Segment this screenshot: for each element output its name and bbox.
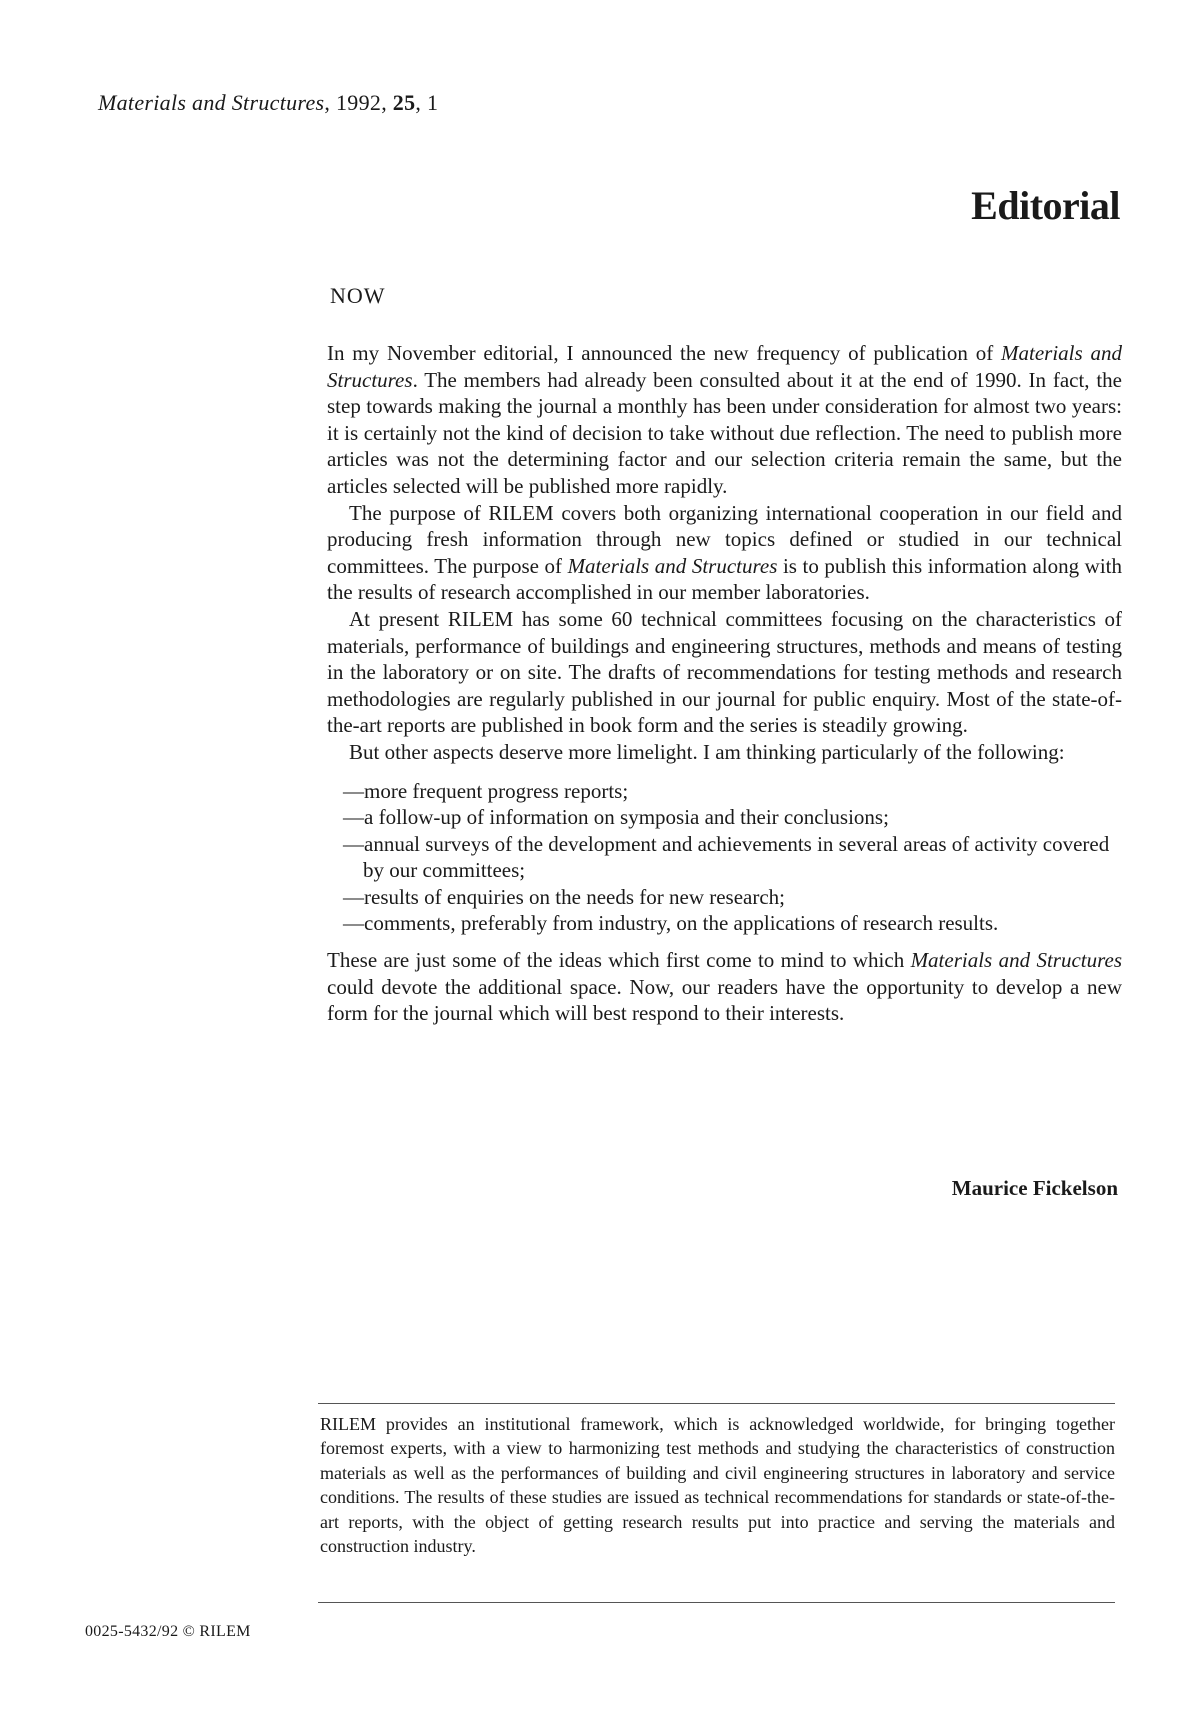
list-item: —more frequent progress reports; — [343, 778, 629, 803]
list-item: —a follow-up of information on symposia and their conclusions; — [343, 805, 889, 830]
rilem-description: RILEM provides an institutional framework, which is acknowledged worldwide, for bringing together foremost experts, with a view to harmonizing test methods and studying the characteristics of construction materials as well as the performances of building and civil engineering structures in laboratory and service conditions. The results of these studies are issued as technical recommendations for standards or state-of-the-art reports, with the object of getting research results put into practice and serving the materials and construction industry. — [320, 1414, 1115, 1557]
journal-volume: 25 — [392, 90, 416, 115]
journal-year: 1992 — [335, 90, 382, 115]
paragraph-1: In my November editorial, I announced the new frequency of publication of Materials and Structures. The members had already been consulted about it at the end of 1990. In fact, the step towards making the journal a monthly has been under consideration for almost two years: it is certainly not the kind of decision to take without due reflection. The need to publish more articles was not the determining factor and our selection criteria remain the same, but the articles selected will be published more rapidly. — [327, 341, 1122, 498]
running-header: Materials and Structures, 1992, 25, 1 — [98, 90, 439, 115]
paragraph-4: But other aspects deserve more limelight. I am thinking particularly of the following: — [349, 739, 1065, 764]
journal-name-inline: Materials and Structures — [567, 553, 778, 578]
list-item: —annual surveys of the development and achievements in several areas of activity covered by our committees; — [343, 831, 1110, 883]
journal-name: Materials and Structures — [98, 90, 325, 115]
editorial-body — [327, 340, 1122, 1027]
ideas-list — [327, 778, 1122, 938]
footer-divider-top — [318, 1403, 1115, 1404]
page-title: Editorial — [971, 183, 1120, 228]
paragraph-5: These are just some of the ideas which first come to mind to which Materials and Structures could devote the additional space. Now, our readers have the opportunity to develop a new form for the journal which will best respond to their interests. — [327, 948, 1122, 1026]
list-item: —results of enquiries on the needs for new research; — [343, 884, 786, 909]
journal-name-inline: Materials and Structures — [327, 341, 1122, 392]
paragraph-3: At present RILEM has some 60 technical committees focusing on the characteristics of materials, performance of buildings and engineering structures, methods and means of testing in the laboratory or on site. The drafts of recommendations for testing methods and research methodologies are regularly published in our journal for public enquiry. Most of the state-of-the-art reports are published in book form and the series is steadily growing. — [327, 606, 1122, 738]
list-item: —comments, preferably from industry, on the applications of research results. — [343, 911, 999, 936]
footer-divider-bottom — [318, 1602, 1115, 1603]
journal-name-inline: Materials and Structures — [910, 948, 1122, 973]
journal-page: 1 — [427, 90, 439, 115]
paragraph-2: The purpose of RILEM covers both organizing international cooperation in our field and producing fresh information through new topics defined or studied in our technical committees. The purpose of Materials and Structures is to publish this information along with the results of research accomplished in our member laboratories. — [327, 500, 1122, 605]
issn-copyright: 0025-5432/92 © RILEM — [85, 1623, 251, 1640]
section-heading: NOW — [330, 283, 386, 308]
author-signature: Maurice Fickelson — [951, 1176, 1118, 1200]
